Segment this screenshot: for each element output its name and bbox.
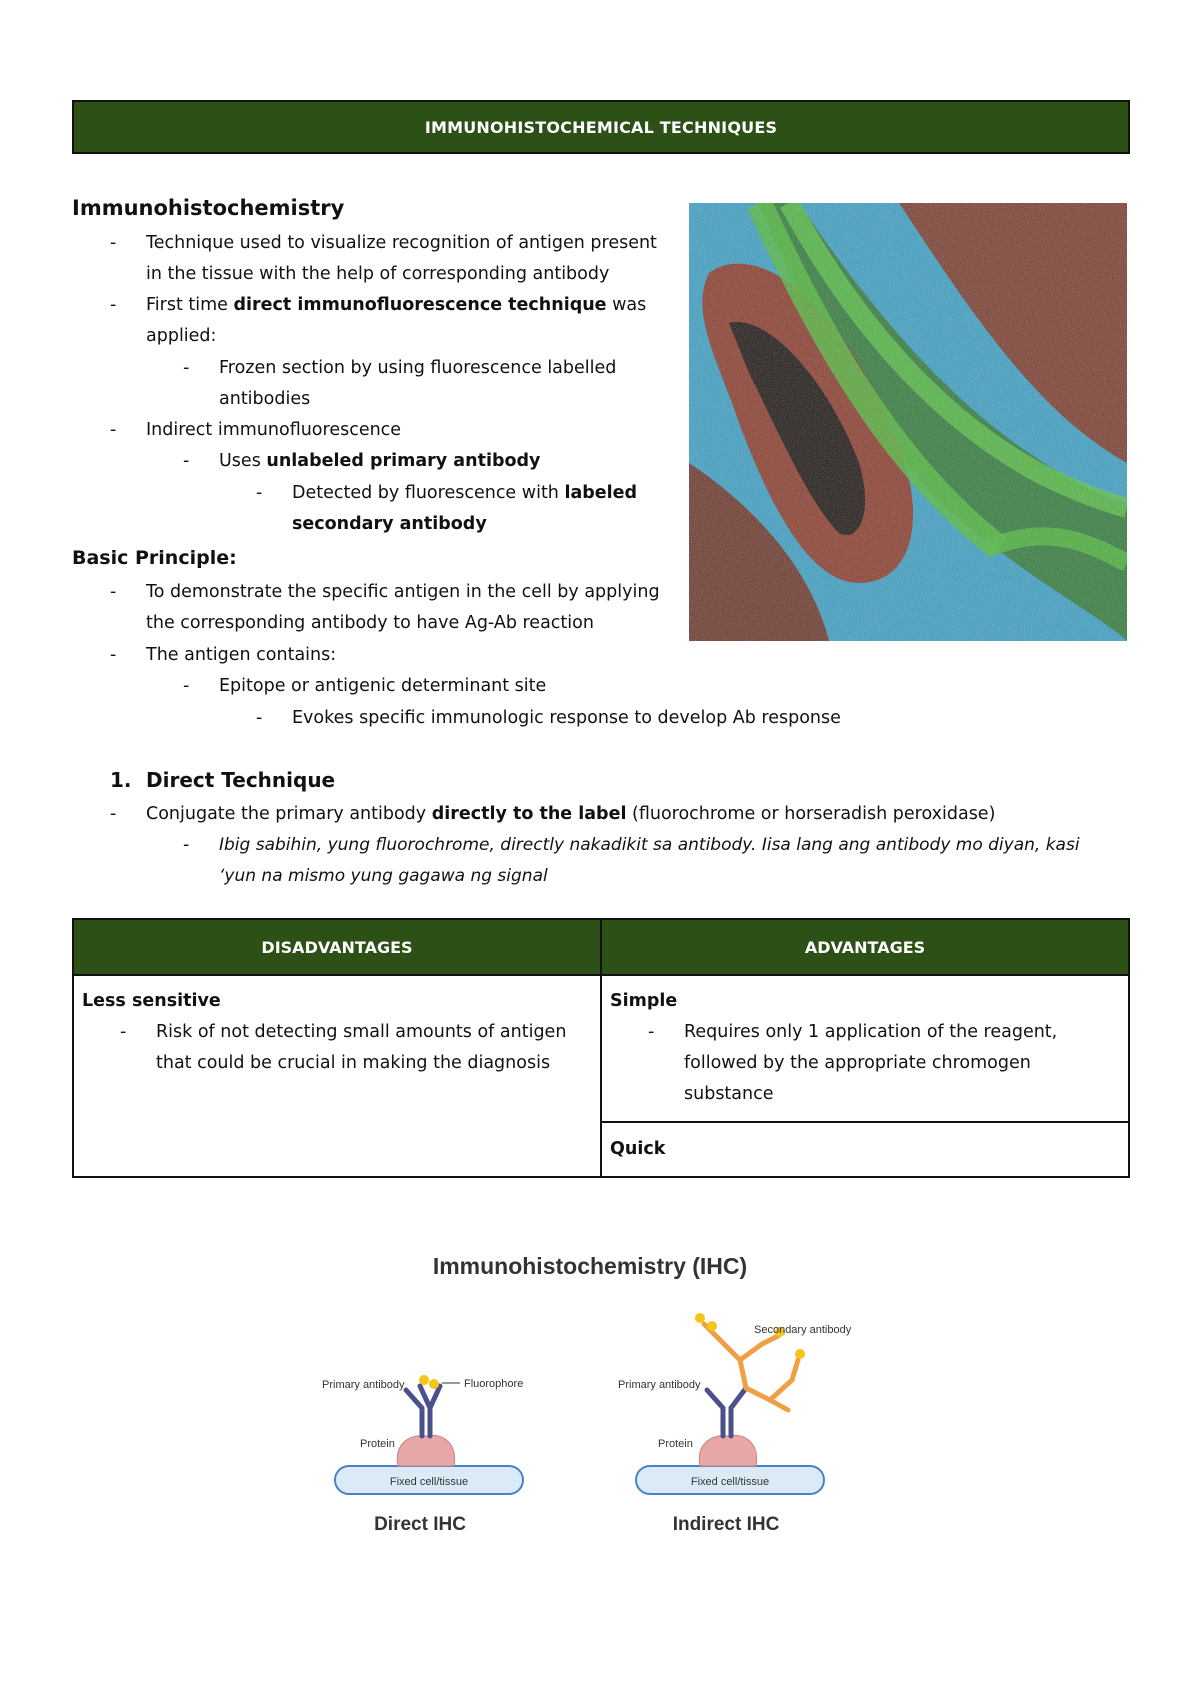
indirect-protein-label: Protein <box>658 1438 693 1450</box>
adv1-title: Simple <box>610 991 678 1011</box>
dash-bullet: - <box>183 835 190 855</box>
fluorescence-micrograph <box>689 203 1127 641</box>
adv2-title: Quick <box>610 1139 666 1159</box>
col-header-disadvantages: DISADVANTAGES <box>73 919 601 975</box>
ihc-diagram <box>300 1240 900 1540</box>
ihc-bullet-2a-line-2: antibodies <box>219 389 311 409</box>
advantage-simple-cell <box>601 975 1129 1122</box>
adv1-line-2: followed by the appropriate chromogen <box>684 1053 1031 1073</box>
direct-primary-label: Primary antibody <box>322 1379 405 1391</box>
adv1-line-3: substance <box>684 1084 774 1104</box>
direct-fluorophore-label: Fluorophore <box>464 1378 524 1390</box>
principle-bullet-1-line-1: To demonstrate the specific antigen in the cell by applying <box>146 582 660 602</box>
ihc-bullet-3b-line-2: secondary antibody <box>292 514 487 534</box>
dash-bullet: - <box>110 295 117 315</box>
dash-bullet: - <box>648 1022 655 1042</box>
direct-heading: Direct Technique <box>146 768 336 792</box>
direct-caption: Direct IHC <box>374 1514 466 1535</box>
dash-bullet: - <box>110 582 117 602</box>
direct-protein-shape <box>397 1435 454 1466</box>
ihc-bullet-1-line-2: in the tissue with the help of corresponding antibody <box>146 264 610 284</box>
direct-ihc-panel <box>322 1375 523 1535</box>
advantage-quick-cell <box>601 1122 1129 1177</box>
ihc-bullet-2-line-1: First time direct immunofluorescence technique was <box>146 295 647 315</box>
dis-line-1: Risk of not detecting small amounts of antigen <box>156 1022 567 1042</box>
ihc-bullet-3a: Uses unlabeled primary antibody <box>219 451 541 471</box>
dash-bullet: - <box>110 645 117 665</box>
indirect-fluorophore-dot <box>695 1313 705 1323</box>
indirect-fluorophore-dot <box>707 1321 717 1331</box>
direct-number: 1. <box>110 768 132 792</box>
direct-bullet-1a-line-1: Ibig sabihin, yung fluorochrome, directly nakadikit sa antibody. Iisa lang ang antibody mo diyan, kasi <box>219 835 1080 855</box>
direct-fixed-label: Fixed cell/tissue <box>389 1476 469 1488</box>
dash-bullet: - <box>110 804 117 824</box>
indirect-protein-shape <box>699 1435 756 1466</box>
dis-title: Less sensitive <box>82 991 221 1011</box>
adv1-line-1: Requires only 1 application of the reagent, <box>684 1022 1058 1042</box>
principle-bullet-2: The antigen contains: <box>146 645 337 665</box>
ihc-bullet-1-line-1: Technique used to visualize recognition of antigen present <box>146 233 657 253</box>
ihc-bullet-3b-line-1: Detected by fluorescence with labeled <box>292 483 638 503</box>
dash-bullet: - <box>183 451 190 471</box>
indirect-secondary-label: Secondary antibody <box>754 1324 852 1336</box>
col-header-advantages: ADVANTAGES <box>601 919 1129 975</box>
title-banner <box>72 100 1130 154</box>
ihc-bullet-3: Indirect immunofluorescence <box>146 420 402 440</box>
principle-bullet-1-line-2: the corresponding antibody to have Ag-Ab reaction <box>146 613 594 633</box>
dash-bullet: - <box>183 676 190 696</box>
dash-bullet: - <box>256 708 263 728</box>
principle-heading: Basic Principle: <box>72 547 237 569</box>
title-banner-text: IMMUNOHISTOCHEMICAL TECHNIQUES <box>424 117 778 137</box>
indirect-primary-label: Primary antibody <box>618 1379 701 1391</box>
ihc-heading: Immunohistochemistry <box>72 196 345 220</box>
dash-bullet: - <box>183 358 190 378</box>
indirect-ihc-panel <box>618 1313 852 1535</box>
direct-bullet-1: Conjugate the primary antibody directly to the label (fluorochrome or horseradish peroxidase) <box>146 804 996 824</box>
dis-line-2: that could be crucial in making the diagnosis <box>156 1053 551 1073</box>
direct-primary-antibody <box>406 1386 440 1436</box>
direct-bullet-1a-line-2: ‘yun na mismo yung gagawa ng signal <box>219 866 548 886</box>
dash-bullet: - <box>110 420 117 440</box>
dash-bullet: - <box>120 1022 127 1042</box>
ihc-bullet-2a-line-1: Frozen section by using fluorescence labelled <box>219 358 617 378</box>
principle-bullet-2a: Epitope or antigenic determinant site <box>219 676 547 696</box>
dash-bullet: - <box>256 483 263 503</box>
advantages-table <box>72 918 1130 1178</box>
diagram-title: Immunohistochemistry (IHC) <box>432 1253 748 1279</box>
indirect-secondary-antibody <box>704 1324 798 1410</box>
disadvantages-cell <box>73 975 601 1177</box>
indirect-fixed-label: Fixed cell/tissue <box>690 1476 770 1488</box>
principle-bullet-2b: Evokes specific immunologic response to develop Ab response <box>292 708 841 728</box>
indirect-caption: Indirect IHC <box>672 1514 780 1535</box>
direct-fluorophore-dot <box>429 1379 439 1389</box>
indirect-primary-antibody <box>707 1388 746 1436</box>
indirect-fluorophore-dot <box>795 1349 805 1359</box>
direct-fluorophore-dot <box>419 1375 429 1385</box>
dash-bullet: - <box>110 233 117 253</box>
direct-protein-label: Protein <box>360 1438 395 1450</box>
ihc-bullet-2-line-2: applied: <box>146 326 217 346</box>
